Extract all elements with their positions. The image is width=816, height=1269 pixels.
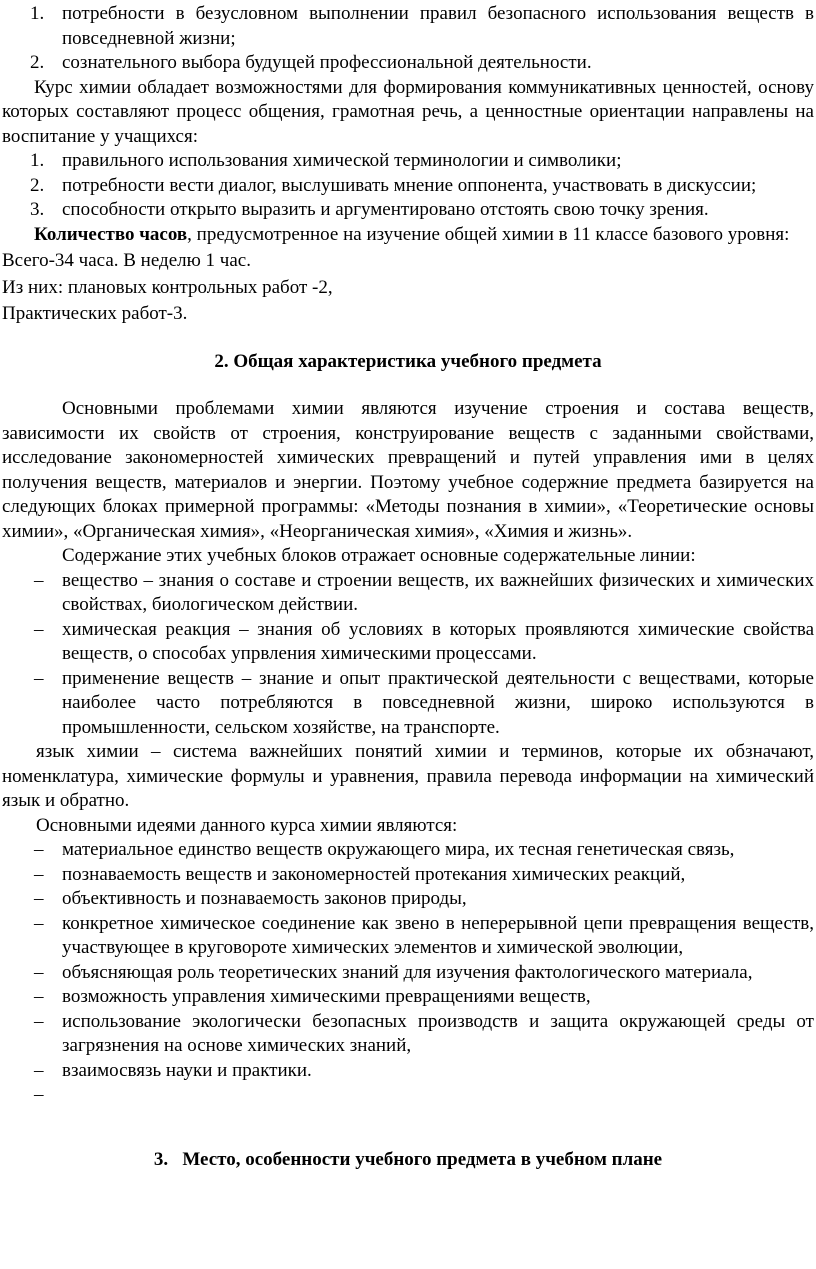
list-item xyxy=(2,912,814,961)
list-item xyxy=(2,961,814,986)
hours-control-works: Из них: плановых контрольных работ -2, xyxy=(2,276,333,298)
list-item-text: конкретное химическое соединение как звено в неперерывной цепи превращения веществ, участвующее в круговороте химических элементов и химической эволюции, xyxy=(62,912,814,958)
list-item-text: способности открыто выразить и аргументировано отстоять свою точку зрения. xyxy=(62,199,709,220)
list-item xyxy=(2,2,814,51)
list-item xyxy=(2,1059,814,1084)
list-item xyxy=(2,198,814,223)
dash-marker: – xyxy=(34,986,44,1007)
paragraph-communicative-values: Курс химии обладает возможностями для формирования коммуникативных ценностей, основу которых составляют процесс общения, грамотная речь, а ценностные ориентации направлены на воспитание у учащихся: xyxy=(2,76,814,147)
list-item-text: химическая реакция – знания об условиях в которых проявляются химические свойства веществ, о способах упрвления химическими процессами. xyxy=(62,618,814,664)
list-item-text: вещество – знания о составе и строении веществ, их важнейших физических и химических свойствах, биологическом действии. xyxy=(62,569,814,615)
list-item xyxy=(2,618,814,667)
paragraph-main-problems: Основными проблемами химии являются изучение строения и состава веществ, зависимости их свойств от строения, конструирование веществ с заданными свойствами, исследование закономерностей химических превращений и путей управления ими в целях получения веществ, материалов и энергии. Поэтому учебное содержние предмета базируется на следующих блоках примерной программы: «Методы познания в химии», «Теоретические основы химии», «Органическая химия», «Неорганическая химия», «Химия и жизнь». xyxy=(2,398,814,542)
list-item xyxy=(2,1010,814,1059)
list-item xyxy=(2,838,814,863)
dash-marker: – xyxy=(34,961,44,983)
list-item xyxy=(2,887,814,912)
list-item-text: правильного использования химической терминологии и символики; xyxy=(62,150,622,171)
list-item xyxy=(2,174,814,199)
list-item xyxy=(2,569,814,618)
dash-list-main-ideas xyxy=(2,838,814,1108)
list-item-text: сознательного выбора будущей профессиональной деятельности. xyxy=(62,52,592,73)
list-item-text: объясняющая роль теоретических знаний для изучения фактологического материала, xyxy=(62,961,753,983)
list-number: 1. xyxy=(30,3,45,24)
hours-practical-works: Практических работ-3. xyxy=(2,303,188,324)
paragraph-content-lines: Содержание этих учебных блоков отражает основные содержательные линии: xyxy=(62,545,696,566)
dash-marker: – xyxy=(34,618,44,640)
list-number: 2. xyxy=(30,52,45,73)
hours-text: , предусмотренное на изучение общей химии в 11 классе базового уровня: xyxy=(187,223,790,245)
dash-marker: – xyxy=(34,569,44,591)
dash-marker: – xyxy=(34,1010,44,1032)
paragraph-chemistry-language: язык химии – система важнейших понятий химии и терминов, которые их обзначают, номенклатура, химические формулы и уравнения, правила перевода информации на химический язык и обратно. xyxy=(2,741,814,811)
list-item xyxy=(2,667,814,741)
list-item-text: потребности вести диалог, выслушивать мнение оппонента, участвовать в дискуссии; xyxy=(62,174,757,196)
dash-marker: – xyxy=(34,1059,44,1081)
list-item xyxy=(2,149,814,174)
list-item-text: объективность и познаваемость законов природы, xyxy=(62,888,467,909)
list-item-text: возможность управления химическими превращениями веществ, xyxy=(62,986,591,1007)
list-item-text: применение веществ – знание и опыт практической деятельности с веществами, которые наиболее часто потребляются в повседневной жизни, широко используются в промышленности, сельском хозяйстве, на транспорте. xyxy=(62,667,814,738)
paragraph-main-ideas: Основными идеями данного курса химии являются: xyxy=(36,814,458,836)
dash-marker: – xyxy=(34,912,44,934)
dash-marker: – xyxy=(34,1084,44,1105)
list-item xyxy=(2,51,814,76)
dash-marker: – xyxy=(34,888,44,909)
list-item-text: взаимосвязь науки и практики. xyxy=(62,1059,312,1081)
list-item xyxy=(2,863,814,888)
dash-marker: – xyxy=(34,667,44,689)
hours-total: Всего-34 часа. В неделю 1 час. xyxy=(2,250,251,271)
list-item-text: потребности в безусловном выполнении правил безопасного использования веществ в повседневной жизни; xyxy=(62,3,814,49)
section-2-title: 2. Общая характеристика учебного предмета xyxy=(214,350,602,372)
list-item-text: использование экологически безопасных производств и защита окружающей среды от загрязнения на основе химических знаний, xyxy=(62,1010,814,1056)
list-item-text: познаваемость веществ и закономерностей протекания химических реакций, xyxy=(62,863,686,885)
dash-marker: – xyxy=(34,839,44,860)
dash-list-content-lines xyxy=(2,569,814,741)
hours-bold-label: Количество часов xyxy=(34,223,188,245)
list-item-text: материальное единство веществ окружающего мира, их тесная генетическая связь, xyxy=(62,839,735,860)
list-item xyxy=(2,1083,814,1108)
numbered-list-values xyxy=(2,2,814,76)
numbered-list-communication xyxy=(2,149,814,223)
section-3-title: 3. Место, особенности учебного предмета в учебном плане xyxy=(153,1148,663,1170)
list-item xyxy=(2,985,814,1010)
dash-marker: – xyxy=(34,863,44,885)
list-number: 3. xyxy=(30,199,45,220)
paragraph-hours xyxy=(2,223,814,248)
list-number: 1. xyxy=(30,150,45,171)
list-number: 2. xyxy=(30,174,45,196)
